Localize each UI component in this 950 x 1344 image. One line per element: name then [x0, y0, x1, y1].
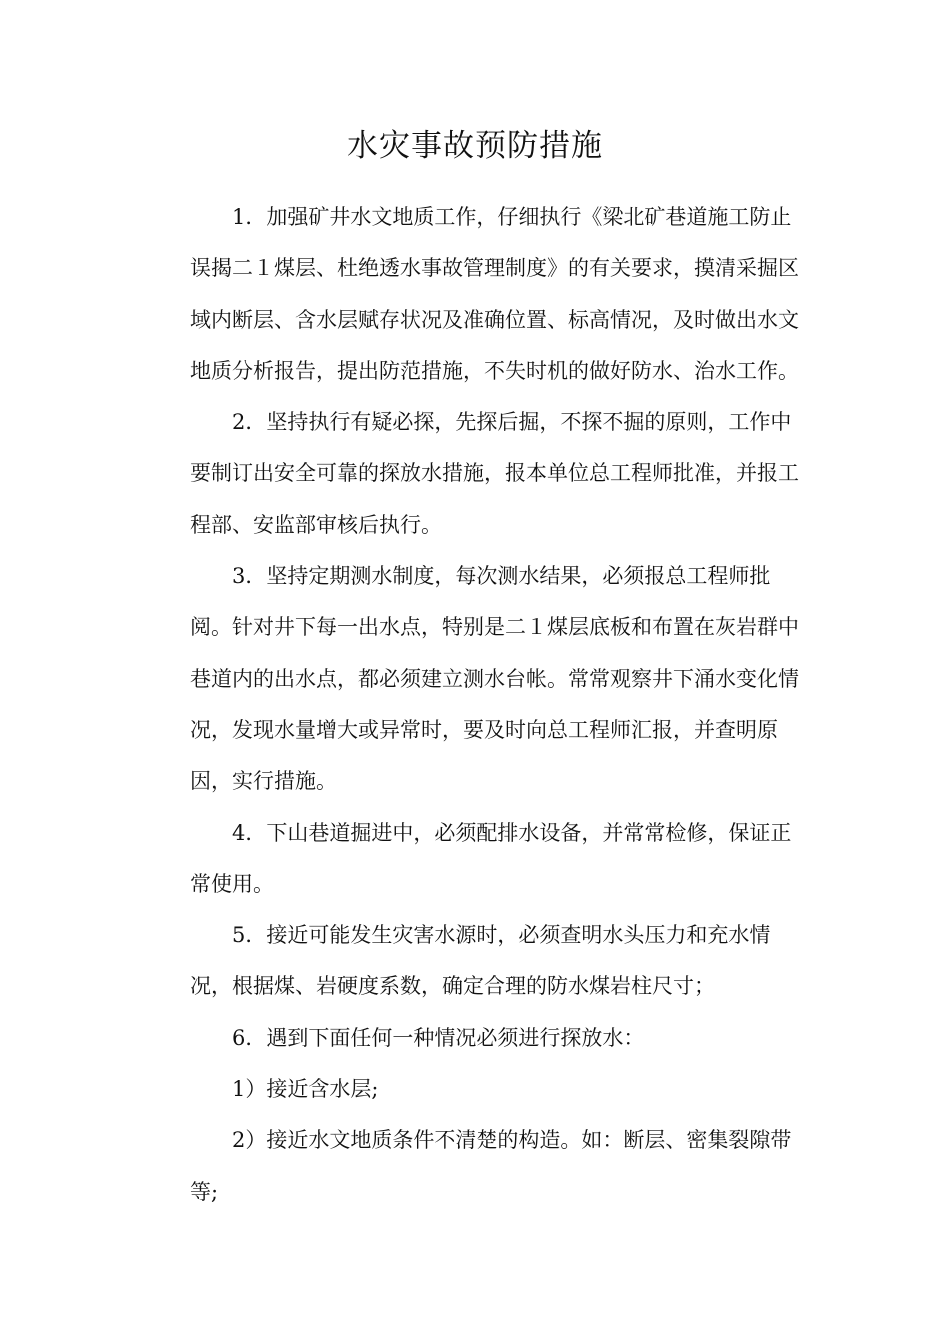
- paragraph-line: 3．坚持定期测水制度，每次测水结果，必须报总工程师批: [232, 564, 771, 589]
- paragraph-line: 1．加强矿井水文地质工作，仔细执行《梁北矿巷道施工防止: [232, 205, 792, 229]
- paragraph-line: 因，实行措施。: [190, 769, 337, 794]
- paragraph-line: 巷道内的出水点，都必须建立测水台帐。常常观察井下涌水变化情: [190, 666, 799, 691]
- paragraph-1: [148, 192, 800, 397]
- paragraph-line: 5．接近可能发生灾害水源时，必须查明水头压力和充水情: [232, 923, 771, 948]
- paragraph-2: [148, 397, 800, 551]
- paragraph-4: [148, 808, 800, 911]
- paragraph-line: 6．遇到下面任何一种情况必须进行探放水：: [232, 1025, 645, 1050]
- paragraph-8: [148, 1115, 800, 1218]
- paragraph-line: 要制订出安全可靠的探放水措施，报本单位总工程师批准，并报工: [190, 461, 799, 486]
- document-body: [148, 192, 800, 1218]
- paragraph-3: [148, 551, 800, 807]
- paragraph-6: [148, 1013, 800, 1064]
- paragraph-line: 2）接近水文地质条件不清楚的构造。如：断层、密集裂隙带: [232, 1128, 792, 1153]
- paragraph-7: [148, 1064, 800, 1115]
- paragraph-line: 程部、安监部审核后执行。: [190, 512, 442, 537]
- paragraph-line: 况，发现水量增大或异常时，要及时向总工程师汇报，并查明原: [190, 717, 778, 742]
- paragraph-line: 误揭二１煤层、杜绝透水事故管理制度》的有关要求，摸清采掘区: [190, 256, 799, 281]
- paragraph-line: 阅。针对井下每一出水点，特别是二１煤层底板和布置在灰岩群中: [190, 615, 799, 640]
- paragraph-line: 地质分析报告，提出防范措施，不失时机的做好防水、治水工作。: [190, 358, 799, 383]
- paragraph-line: 4．下山巷道掘进中，必须配排水设备，并常常检修，保证正: [232, 820, 792, 845]
- paragraph-line: 1）接近含水层;: [232, 1077, 379, 1102]
- paragraph-line: 2．坚持执行有疑必探，先探后掘，不探不掘的原则，工作中: [232, 410, 792, 435]
- paragraph-line: 域内断层、含水层赋存状况及准确位置、标高情况，及时做出水文: [190, 307, 799, 332]
- paragraph-line: 况，根据煤、岩硬度系数，确定合理的防水煤岩柱尺寸；: [190, 974, 715, 999]
- paragraph-5: [148, 910, 800, 1013]
- paragraph-line: 等;: [190, 1179, 219, 1204]
- document-title: 水灾事故预防措施: [347, 128, 603, 164]
- paragraph-line: 常使用。: [190, 871, 274, 896]
